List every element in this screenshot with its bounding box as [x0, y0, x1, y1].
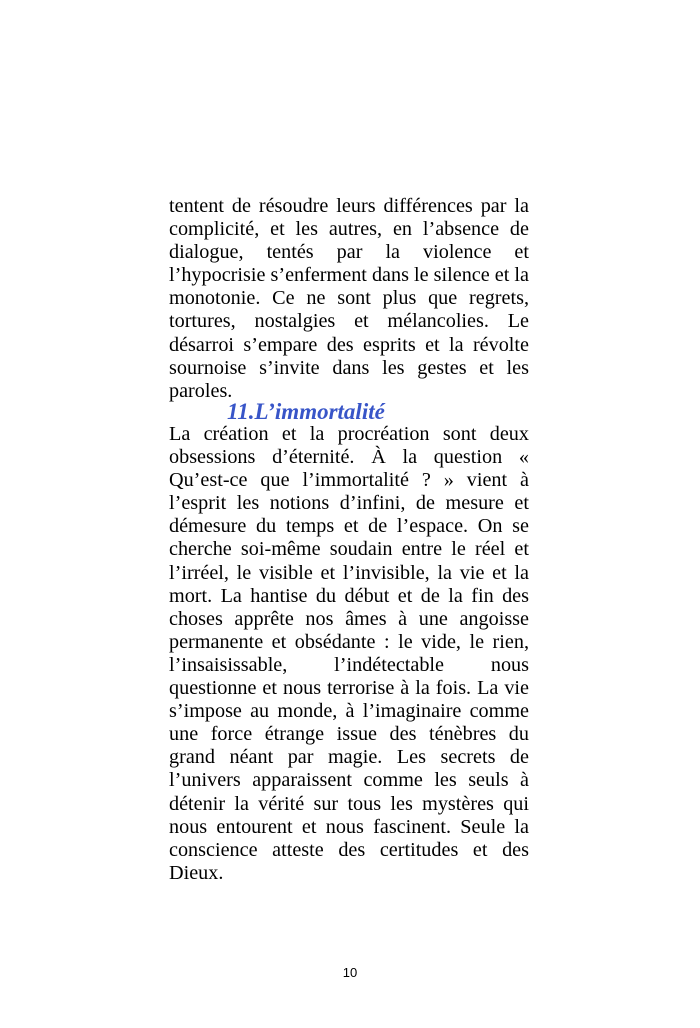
body-text-block-1	[169, 195, 529, 403]
paragraph-immortality: La création et la procréation sont deux obsessions d’éternité. À la question « Qu’est-ce que l’immortalité ? » vient à l’esprit les notions d’infini, de mesure et démesure du temps et de l’espace. On se cherche soi-même soudain entre le réel et l’irréel, le visible et l’invisible, la vie et la mort. La hantise du début et de la fin des choses apprête nos âmes à une angoisse permanente et obsédante : le vide, le rien, l’insaisissable, l’indétectable nous questionne et nous terrorise à la fois. La vie s’impose au monde, à l’imaginaire comme une force étrange issue des ténèbres du grand néant par magie. Les secrets de l’univers apparaissent comme les seuls à détenir la vérité sur tous les mystères qui nous entourent et nous fascinent. Seule la conscience atteste des certitudes et des Dieux.	[169, 423, 529, 884]
page-number: 10	[342, 965, 358, 980]
paragraph-continuation: tentent de résoudre leurs différences par la complicité, et les autres, en l’absence de dialogue, tentés par la violence et l’hypocrisie s’enferment dans le silence et la monotonie. Ce ne sont plus que regrets, tortures, nostalgies et mélancolies. Le désarroi s’empare des esprits et la révolte sournoise s’invite dans les gestes et les paroles.	[169, 195, 529, 402]
section-heading: 11.L’immortalité	[227, 399, 385, 424]
body-text-block-2	[169, 423, 529, 885]
